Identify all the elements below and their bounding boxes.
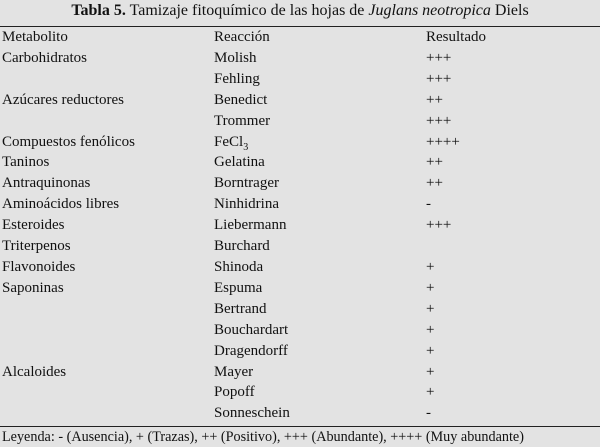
reaction-name: Mayer — [214, 363, 254, 380]
reaction-cell — [212, 173, 424, 194]
result-cell: +++ — [426, 112, 452, 129]
reaction-name: Sonneschein — [214, 405, 290, 422]
table-row — [0, 362, 600, 383]
table-row — [0, 403, 600, 424]
metabolite-cell: Aminoácidos libres — [2, 196, 120, 213]
reaction-cell — [212, 320, 424, 341]
caption-text: Tamizaje fitoquímico de las hojas de — [125, 2, 369, 19]
metabolite-cell: Triterpenos — [2, 238, 71, 255]
reaction-subscript: 3 — [243, 141, 249, 153]
reaction-name: Borntrager — [214, 175, 279, 192]
table-row — [0, 132, 600, 153]
table-row — [0, 69, 600, 90]
result-cell: ++++ — [426, 133, 460, 150]
reaction-cell — [212, 403, 424, 424]
reaction-cell — [212, 132, 424, 153]
reaction-cell — [212, 278, 424, 299]
metabolite-cell — [0, 111, 212, 132]
reaction-name: Burchard — [214, 238, 270, 255]
reaction-name: Gelatina — [214, 154, 265, 171]
reaction-name: Popoff — [214, 384, 255, 401]
result-cell: + — [426, 342, 435, 359]
table-caption — [0, 0, 600, 26]
result-cell: + — [426, 363, 435, 380]
table-legend: Leyenda: - (Ausencia), + (Trazas), ++ (Positivo), +++ (Abundante), ++++ (Muy abundante) — [2, 429, 524, 445]
metabolite-cell: Alcaloides — [2, 363, 67, 380]
reaction-name: Bertrand — [214, 300, 267, 317]
metabolite-cell: Antraquinonas — [2, 175, 91, 192]
reaction-cell — [212, 90, 424, 111]
table-row — [0, 111, 600, 132]
table-row — [0, 90, 600, 111]
reaction-cell — [212, 111, 424, 132]
table-row — [0, 278, 600, 299]
table-row — [0, 152, 600, 173]
result-cell: + — [426, 258, 435, 275]
result-cell — [424, 236, 600, 257]
phytochemical-table — [0, 27, 600, 424]
metabolite-cell — [0, 341, 212, 362]
table-row — [0, 341, 600, 362]
metabolite-cell — [0, 403, 212, 424]
reaction-name: Espuma — [214, 279, 263, 296]
metabolite-cell: Compuestos fenólicos — [2, 133, 135, 150]
metabolite-cell: Esteroides — [2, 217, 65, 234]
header-metabolite: Metabolito — [2, 29, 68, 45]
caption-species: Juglans neotropica — [368, 2, 491, 19]
table-row — [0, 257, 600, 278]
metabolite-cell: Carbohidratos — [2, 49, 87, 66]
result-cell: +++ — [426, 70, 452, 87]
metabolite-cell: Taninos — [2, 154, 50, 171]
header-row — [0, 27, 600, 48]
reaction-cell — [212, 48, 424, 69]
table-row — [0, 382, 600, 403]
header-result: Resultado — [426, 29, 486, 45]
metabolite-cell: Flavonoides — [2, 258, 76, 275]
reaction-cell — [212, 152, 424, 173]
metabolite-cell — [0, 299, 212, 320]
metabolite-cell: Azúcares reductores — [2, 91, 125, 108]
result-cell: + — [426, 321, 435, 338]
reaction-cell — [212, 69, 424, 90]
header-reaction: Reacción — [214, 29, 270, 45]
caption-label: Tabla 5. — [71, 2, 126, 19]
reaction-name: Molish — [214, 49, 257, 66]
reaction-cell — [212, 215, 424, 236]
reaction-name: Liebermann — [214, 217, 287, 234]
reaction-name: Fehling — [214, 70, 260, 87]
result-cell: +++ — [426, 49, 452, 66]
reaction-name: FeCl — [214, 133, 244, 150]
table-row — [0, 48, 600, 69]
reaction-cell — [212, 382, 424, 403]
result-cell: + — [426, 300, 435, 317]
table-row — [0, 194, 600, 215]
table-row — [0, 173, 600, 194]
reaction-cell — [212, 299, 424, 320]
reaction-name: Benedict — [214, 91, 268, 108]
reaction-name: Ninhidrina — [214, 196, 279, 213]
table-row — [0, 236, 600, 257]
caption-author: Diels — [490, 2, 529, 19]
reaction-cell — [212, 341, 424, 362]
result-cell: ++ — [426, 154, 443, 171]
table-row — [0, 215, 600, 236]
reaction-cell — [212, 257, 424, 278]
reaction-cell — [212, 362, 424, 383]
result-cell: +++ — [426, 217, 452, 234]
result-cell: ++ — [426, 175, 443, 192]
reaction-name: Shinoda — [214, 258, 264, 275]
reaction-name: Bouchardart — [214, 321, 289, 338]
reaction-name: Trommer — [214, 112, 271, 129]
reaction-cell — [212, 236, 424, 257]
metabolite-cell: Saponinas — [2, 279, 64, 296]
result-cell: - — [426, 196, 431, 213]
result-cell: + — [426, 279, 435, 296]
result-cell: - — [426, 405, 431, 422]
metabolite-cell — [0, 382, 212, 403]
metabolite-cell — [0, 320, 212, 341]
metabolite-cell — [0, 69, 212, 90]
table-row — [0, 320, 600, 341]
result-cell: ++ — [426, 91, 443, 108]
result-cell: + — [426, 384, 435, 401]
reaction-name: Dragendorff — [214, 342, 288, 359]
reaction-cell — [212, 194, 424, 215]
table-body — [0, 48, 600, 424]
table-row — [0, 299, 600, 320]
